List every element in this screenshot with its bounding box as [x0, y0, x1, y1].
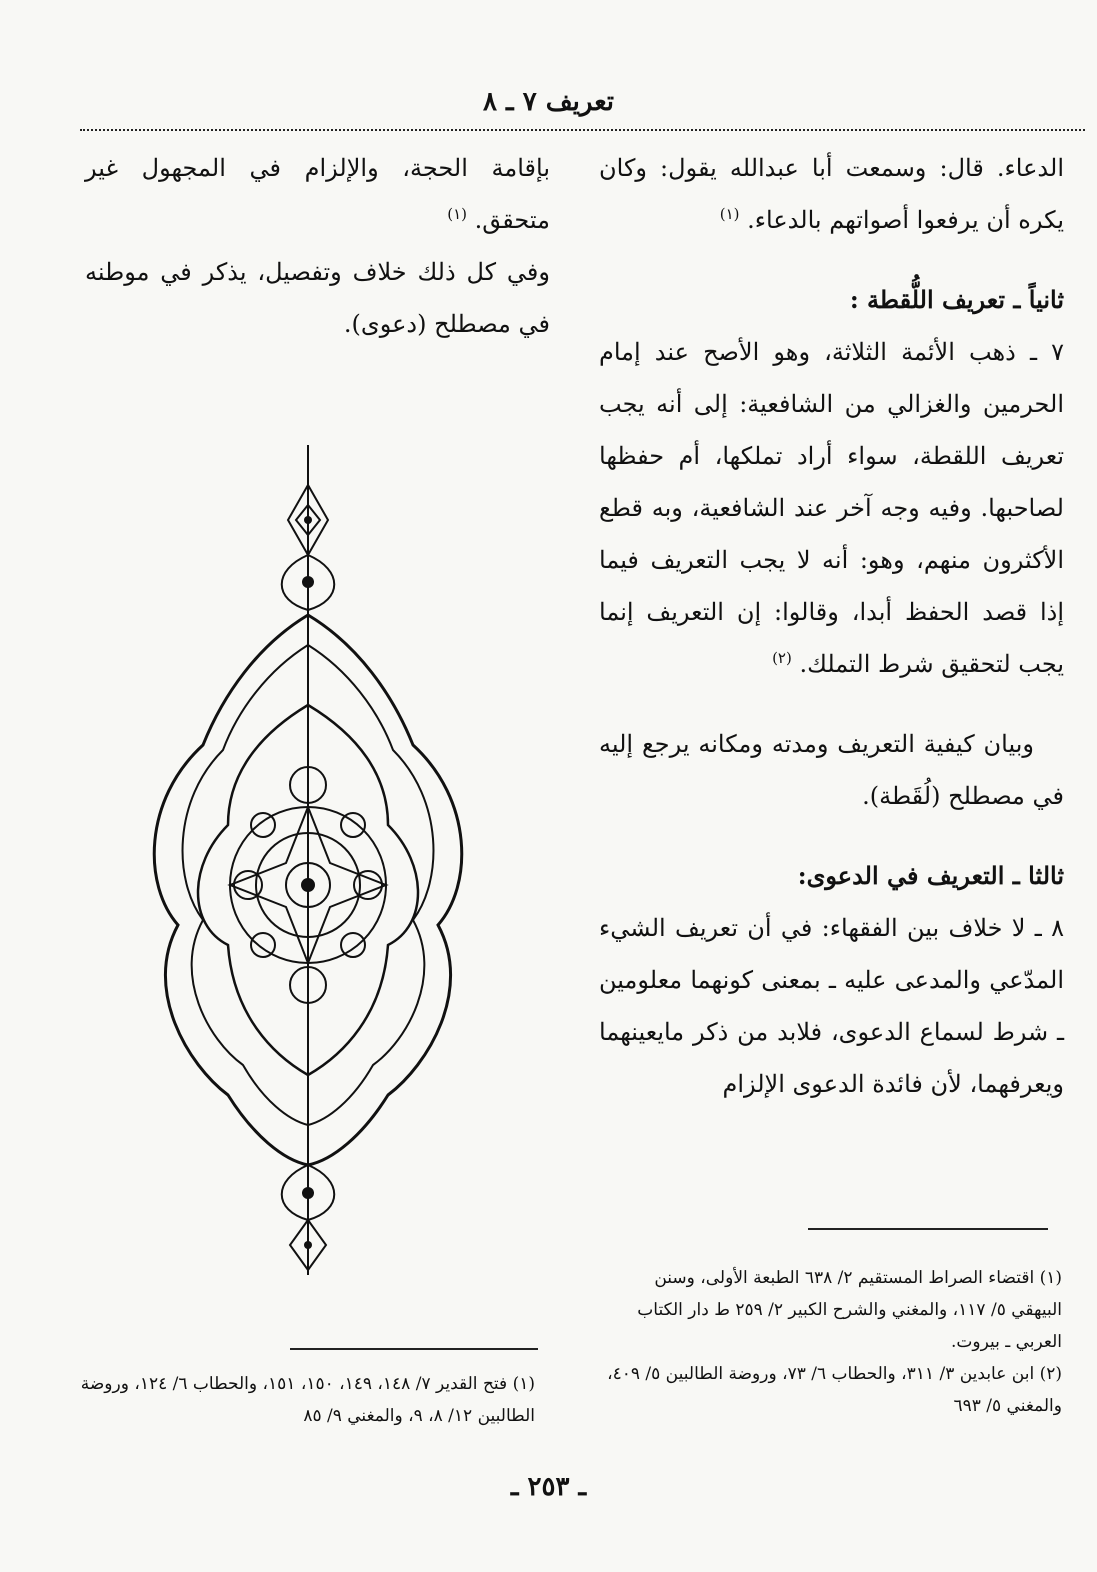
paragraph [599, 142, 1064, 246]
paragraph-text: بإقامة الحجة، والإلزام في المجهول غير متحقق. [85, 154, 550, 234]
footnotes-right [602, 1262, 1062, 1422]
footnote-divider [808, 1228, 1048, 1230]
footnote: (٢) ابن عابدين ٣/ ٣١١، والحطاب ٦/ ٧٣، وروضة الطالبين ٥/ ٤٠٩، والمغني ٥/ ٦٩٣ [607, 1364, 1062, 1416]
page-header [0, 86, 1097, 118]
paragraph-text: الدعاء. قال: وسمعت أبا عبدالله يقول: وكان يكره أن يرفعوا أصواتهم بالدعاء. [599, 154, 1064, 234]
page-number: ـ ٢٥٣ ـ [510, 1472, 587, 1502]
footnotes-left [80, 1368, 535, 1432]
paragraph: ٨ ـ لا خلاف بين الفقهاء: في أن تعريف الشيء المدّعي والمدعى عليه ـ بمعنى كونهما معلومين ـ شرط لسماع الدعوى، فلابد من ذكر مايعينهما ويعرفهما، لأن فائدة الدعوى الإلزام [599, 914, 1064, 1098]
footnote: (١) فتح القدير ٧/ ١٤٨، ١٤٩، ١٥٠، ١٥١، والحطاب ٦/ ١٢٤، وروضة الطالبين ١٢/ ٨، ٩، والمغني ٩/ ٨٥ [80, 1374, 535, 1426]
header-divider [80, 129, 1085, 131]
right-column [599, 142, 1064, 1110]
decorative-ornament-icon [128, 445, 488, 1275]
paragraph-text: ٧ ـ ذهب الأئمة الثلاثة، وهو الأصح عند إمام الحرمين والغزالي من الشافعية: إلى أنه يجب تعريف اللقطة، سواء أراد تملكها، أم حفظها لصاحبها. وفيه وجه آخر عند الشافعية، وبه قطع الأكثرون منهم، وهو: أنه لا يجب التعريف فيما إذا قصد الحفظ أبدا، وقالوا: إن التعريف إنما يجب لتحقيق شرط التملك. [599, 338, 1064, 678]
section-heading: ثانياً ـ تعريف اللُّقطة : [849, 285, 1064, 314]
paragraph [599, 326, 1064, 690]
paragraph: وبيان كيفية التعريف ومدته ومكانه يرجع إليه في مصطلح (لُقَطة). [599, 730, 1064, 810]
footnote-ref: (٢) [772, 649, 792, 667]
footnote-ref: (١) [719, 205, 740, 223]
header-title: تعريف ٧ ـ ٨ [483, 87, 614, 117]
footnote: (١) اقتضاء الصراط المستقيم ٢/ ٦٣٨ الطبعة الأولى، وسنن البيهقي ٥/ ١١٧، والمغني والشرح الكبير ٢/ ٢٥٩ ط دار الكتاب العربي ـ بيروت. [637, 1268, 1062, 1352]
footnote-divider [290, 1348, 538, 1350]
footnote-ref: (١) [447, 205, 467, 223]
paragraph: وفي كل ذلك خلاف وتفصيل، يذكر في موطنه في مصطلح (دعوى). [85, 258, 550, 338]
section-heading: ثالثا ـ التعريف في الدعوى: [797, 861, 1064, 890]
left-column [85, 142, 550, 350]
paragraph [85, 142, 550, 246]
